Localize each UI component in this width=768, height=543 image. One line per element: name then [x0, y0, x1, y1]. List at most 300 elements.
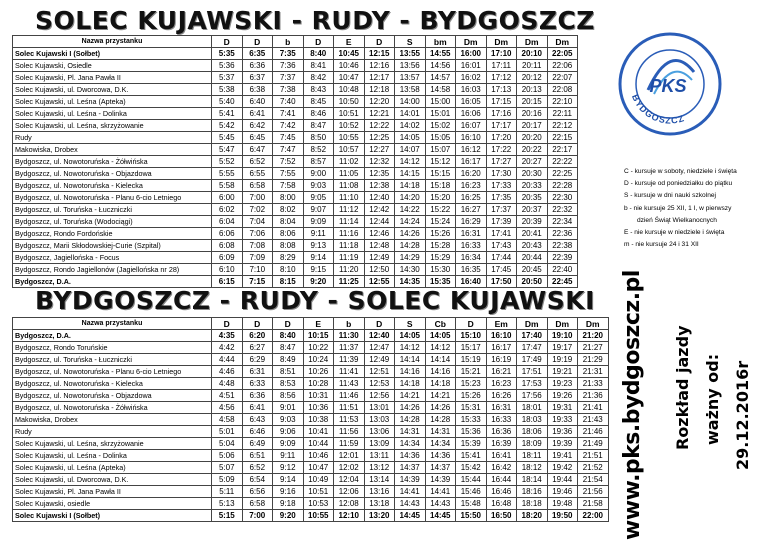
departure-time: 12:48: [364, 240, 395, 252]
departure-time: 7:00: [242, 192, 273, 204]
departure-time: 14:18: [395, 180, 426, 192]
departure-time: 5:47: [212, 144, 243, 156]
departure-time: 12:47: [364, 342, 395, 354]
departure-time: 10:28: [303, 378, 334, 390]
departure-time: 6:58: [242, 180, 273, 192]
stop-name: Bydgoszcz, ul. Nowotoruńska - Kielecka: [13, 378, 212, 390]
departure-time: 13:18: [364, 498, 395, 510]
departure-time: 6:45: [242, 132, 273, 144]
table-row: [13, 168, 578, 180]
departure-time: 12:15: [364, 48, 395, 60]
departure-time: 16:00: [456, 48, 487, 60]
departure-time: 7:58: [273, 180, 304, 192]
column-header-course: Dm: [547, 36, 578, 48]
departure-time: 16:06: [456, 108, 487, 120]
departure-time: 15:30: [425, 264, 456, 276]
departure-time: 9:15: [303, 264, 334, 276]
departure-time: 15:46: [456, 486, 487, 498]
departure-time: 10:44: [303, 438, 334, 450]
departure-time: 7:08: [242, 240, 273, 252]
departure-time: 4:46: [212, 366, 243, 378]
departure-time: 6:35: [242, 48, 273, 60]
departure-time: 9:09: [303, 216, 334, 228]
departure-time: 16:34: [456, 252, 487, 264]
stop-name: Solec Kujawski I (Sołbet): [13, 48, 212, 60]
departure-time: 20:22: [517, 144, 548, 156]
departure-time: 18:06: [517, 426, 548, 438]
departure-time: 13:58: [395, 84, 426, 96]
departure-time: 14:12: [425, 342, 456, 354]
column-header-stop: Nazwa przystanku: [13, 318, 212, 330]
departure-time: 18:03: [517, 414, 548, 426]
departure-time: 15:36: [456, 426, 487, 438]
departure-time: 12:55: [364, 276, 395, 288]
departure-time: 20:10: [517, 48, 548, 60]
departure-time: 5:09: [212, 474, 243, 486]
departure-time: 8:56: [273, 390, 304, 402]
departure-time: 10:53: [303, 498, 334, 510]
departure-time: 16:48: [486, 498, 517, 510]
departure-time: 8:29: [273, 252, 304, 264]
departure-time: 14:36: [395, 450, 426, 462]
departure-time: 9:07: [303, 204, 334, 216]
departure-time: 12:53: [364, 378, 395, 390]
departure-time: 9:06: [273, 426, 304, 438]
table-row: [13, 120, 578, 132]
departure-time: 19:23: [547, 378, 578, 390]
departure-time: 16:12: [456, 144, 487, 156]
departure-time: 10:31: [303, 390, 334, 402]
departure-time: 17:41: [486, 228, 517, 240]
departure-time: 6:40: [242, 96, 273, 108]
departure-time: 9:13: [303, 240, 334, 252]
departure-time: 11:51: [334, 402, 365, 414]
departure-time: 16:03: [456, 84, 487, 96]
departure-time: 22:38: [547, 240, 578, 252]
departure-time: 14:21: [395, 390, 426, 402]
stop-name: Bydgoszcz, ul. Nowotoruńska - Objazdowa: [13, 168, 212, 180]
departure-time: 20:45: [517, 264, 548, 276]
departure-time: 14:26: [425, 402, 456, 414]
departure-time: 9:11: [303, 228, 334, 240]
departure-time: 22:15: [547, 132, 578, 144]
departure-time: 14:15: [395, 168, 426, 180]
departure-time: 19:41: [547, 450, 578, 462]
departure-time: 7:02: [242, 204, 273, 216]
departure-time: 17:20: [486, 132, 517, 144]
departure-time: 14:43: [395, 498, 426, 510]
departure-time: 20:43: [517, 240, 548, 252]
departure-time: 6:46: [242, 426, 273, 438]
departure-time: 15:20: [425, 192, 456, 204]
departure-time: 14:14: [425, 354, 456, 366]
departure-time: 6:31: [242, 366, 273, 378]
departure-time: 14:35: [395, 276, 426, 288]
departure-time: 6:43: [242, 414, 273, 426]
departure-time: 10:51: [334, 108, 365, 120]
departure-time: 20:27: [517, 156, 548, 168]
departure-time: 5:45: [212, 132, 243, 144]
departure-time: 17:10: [486, 48, 517, 60]
stop-name: Solec Kujawski, Osiedle: [13, 60, 212, 72]
departure-time: 14:37: [395, 462, 426, 474]
departure-time: 6:29: [242, 354, 273, 366]
departure-time: 21:33: [578, 378, 609, 390]
departure-time: 15:35: [425, 276, 456, 288]
departure-time: 9:05: [303, 192, 334, 204]
departure-time: 12:49: [364, 252, 395, 264]
departure-time: 8:06: [273, 228, 304, 240]
column-header-course: D: [212, 318, 243, 330]
departure-time: 16:17: [486, 342, 517, 354]
departure-time: 8:43: [303, 84, 334, 96]
departure-time: 12:25: [364, 132, 395, 144]
departure-time: 17:33: [486, 180, 517, 192]
departure-time: 8:08: [273, 240, 304, 252]
departure-time: 16:33: [456, 240, 487, 252]
departure-time: 21:52: [578, 462, 609, 474]
departure-time: 21:20: [578, 330, 609, 342]
departure-time: 6:51: [242, 450, 273, 462]
departure-time: 13:09: [364, 438, 395, 450]
table-row: [13, 96, 578, 108]
table-row: [13, 450, 609, 462]
departure-time: 19:50: [547, 510, 578, 522]
departure-time: 12:49: [364, 354, 395, 366]
departure-time: 14:57: [425, 72, 456, 84]
departure-time: 16:01: [456, 60, 487, 72]
departure-time: 15:12: [425, 156, 456, 168]
departure-time: 16:23: [456, 180, 487, 192]
departure-time: 17:51: [517, 366, 548, 378]
departure-time: 14:24: [395, 216, 426, 228]
column-header-course: Dm: [517, 318, 548, 330]
departure-time: 19:21: [547, 366, 578, 378]
departure-time: 22:00: [578, 510, 609, 522]
departure-time: 16:29: [456, 216, 487, 228]
departure-time: 22:45: [547, 276, 578, 288]
departure-time: 15:18: [425, 180, 456, 192]
departure-time: 11:10: [334, 192, 365, 204]
schedule-label: Rozkład jazdy: [673, 325, 692, 450]
departure-time: 6:27: [242, 342, 273, 354]
departure-time: 11:30: [334, 330, 365, 342]
departure-time: 10:24: [303, 354, 334, 366]
departure-time: 16:10: [486, 330, 517, 342]
departure-time: 22:08: [547, 84, 578, 96]
departure-time: 11:37: [334, 342, 365, 354]
departure-time: 15:10: [456, 330, 487, 342]
departure-time: 4:35: [212, 330, 243, 342]
departure-time: 8:57: [303, 156, 334, 168]
departure-time: 6:41: [242, 108, 273, 120]
departure-time: 16:35: [456, 264, 487, 276]
table-row: [13, 378, 609, 390]
departure-time: 14:41: [395, 486, 426, 498]
departure-time: 16:31: [486, 402, 517, 414]
departure-time: 19:39: [547, 438, 578, 450]
departure-time: 12:01: [334, 450, 365, 462]
departure-time: 21:27: [578, 342, 609, 354]
departure-time: 15:07: [425, 144, 456, 156]
departure-time: 10:50: [334, 96, 365, 108]
departure-time: 8:53: [273, 378, 304, 390]
departure-time: 9:00: [303, 168, 334, 180]
departure-time: 21:31: [578, 366, 609, 378]
departure-time: 22:25: [547, 168, 578, 180]
departure-time: 15:01: [425, 108, 456, 120]
departure-time: 14:05: [395, 132, 426, 144]
departure-time: 20:20: [517, 132, 548, 144]
departure-time: 14:05: [395, 330, 426, 342]
departure-time: 8:40: [273, 330, 304, 342]
departure-time: 20:17: [517, 120, 548, 132]
departure-time: 7:10: [242, 264, 273, 276]
column-header-course: D: [303, 36, 334, 48]
legend-item: dzień Świąt Wielkanocnych: [637, 216, 717, 224]
column-header-course: Dm: [456, 36, 487, 48]
departure-time: 20:12: [517, 72, 548, 84]
table-row: [13, 462, 609, 474]
departure-time: 17:50: [486, 276, 517, 288]
stop-name: Rudy: [13, 426, 212, 438]
departure-time: 11:16: [334, 228, 365, 240]
departure-time: 4:56: [212, 402, 243, 414]
departure-time: 22:10: [547, 96, 578, 108]
departure-time: 6:36: [242, 60, 273, 72]
departure-time: 12:21: [364, 108, 395, 120]
departure-time: 14:12: [395, 156, 426, 168]
departure-time: 8:10: [273, 264, 304, 276]
departure-time: 14:12: [395, 342, 426, 354]
departure-time: 21:29: [578, 354, 609, 366]
departure-time: 16:17: [456, 156, 487, 168]
departure-time: 16:33: [486, 414, 517, 426]
departure-time: 5:11: [212, 486, 243, 498]
departure-time: 5:35: [212, 48, 243, 60]
departure-time: 8:00: [273, 192, 304, 204]
departure-time: 8:47: [273, 342, 304, 354]
departure-time: 5:01: [212, 426, 243, 438]
departure-time: 19:19: [547, 354, 578, 366]
table-row: [13, 486, 609, 498]
departure-time: 13:14: [364, 474, 395, 486]
departure-time: 15:26: [425, 228, 456, 240]
departure-time: 19:33: [547, 414, 578, 426]
departure-time: 11:43: [334, 378, 365, 390]
departure-time: 10:36: [303, 402, 334, 414]
departure-time: 6:33: [242, 378, 273, 390]
departure-time: 15:23: [456, 378, 487, 390]
departure-time: 9:14: [273, 474, 304, 486]
departure-time: 7:52: [273, 156, 304, 168]
table-row: [13, 366, 609, 378]
departure-time: 10:38: [303, 414, 334, 426]
departure-time: 7:38: [273, 84, 304, 96]
departure-time: 19:46: [547, 486, 578, 498]
departure-time: 17:13: [486, 84, 517, 96]
stop-name: Bydgoszcz, Marii Skłodowskiej-Curie (Szpital): [13, 240, 212, 252]
departure-time: 14:26: [395, 402, 426, 414]
departure-time: 5:37: [212, 72, 243, 84]
departure-time: 11:56: [334, 426, 365, 438]
departure-time: 19:44: [547, 474, 578, 486]
departure-time: 12:46: [364, 228, 395, 240]
table-row: [13, 204, 578, 216]
table-row: [13, 438, 609, 450]
departure-time: 12:22: [364, 120, 395, 132]
column-header-course: Dm: [578, 318, 609, 330]
departure-time: 12:40: [364, 330, 395, 342]
valid-date: 29.12.2016r: [733, 360, 752, 470]
departure-time: 5:42: [212, 120, 243, 132]
departure-time: 7:15: [242, 276, 273, 288]
table-header-row: [13, 36, 578, 48]
departure-time: 17:22: [486, 144, 517, 156]
departure-time: 20:35: [517, 192, 548, 204]
departure-time: 22:28: [547, 180, 578, 192]
departure-time: 12:10: [334, 510, 365, 522]
departure-time: 5:04: [212, 438, 243, 450]
departure-time: 12:44: [364, 216, 395, 228]
departure-time: 16:19: [486, 354, 517, 366]
departure-time: 11:14: [334, 216, 365, 228]
column-header-course: E: [334, 36, 365, 48]
column-header-course: D: [364, 318, 395, 330]
departure-time: 16:31: [456, 228, 487, 240]
departure-time: 5:07: [212, 462, 243, 474]
departure-time: 5:52: [212, 156, 243, 168]
departure-time: 10:15: [303, 330, 334, 342]
departure-time: 20:41: [517, 228, 548, 240]
departure-time: 22:40: [547, 264, 578, 276]
departure-time: 6:52: [242, 462, 273, 474]
departure-time: 22:07: [547, 72, 578, 84]
departure-time: 11:41: [334, 366, 365, 378]
departure-time: 15:48: [456, 498, 487, 510]
departure-time: 9:18: [273, 498, 304, 510]
departure-time: 7:37: [273, 72, 304, 84]
departure-time: 14:41: [425, 486, 456, 498]
departure-time: 14:02: [395, 120, 426, 132]
table-row: [13, 510, 609, 522]
departure-time: 16:20: [456, 168, 487, 180]
departure-time: 17:39: [486, 216, 517, 228]
departure-time: 11:39: [334, 354, 365, 366]
column-header-course: Cb: [425, 318, 456, 330]
departure-time: 6:47: [242, 144, 273, 156]
departure-time: 6:38: [242, 84, 273, 96]
departure-time: 12:06: [334, 486, 365, 498]
departure-time: 9:09: [273, 438, 304, 450]
departure-time: 12:04: [334, 474, 365, 486]
column-header-course: D: [364, 36, 395, 48]
stop-name: Bydgoszcz, ul. Toruńska - Łuczniczki: [13, 354, 212, 366]
departure-time: 18:16: [517, 486, 548, 498]
departure-time: 12:18: [364, 84, 395, 96]
departure-time: 17:56: [517, 390, 548, 402]
departure-time: 9:16: [273, 486, 304, 498]
departure-time: 14:34: [395, 438, 426, 450]
column-header-stop: Nazwa przystanku: [13, 36, 212, 48]
column-header-course: b: [334, 318, 365, 330]
departure-time: 19:48: [547, 498, 578, 510]
departure-time: 17:45: [486, 264, 517, 276]
departure-time: 6:10: [212, 264, 243, 276]
departure-time: 14:26: [395, 228, 426, 240]
departure-time: 4:48: [212, 378, 243, 390]
departure-time: 16:21: [486, 366, 517, 378]
departure-time: 7:06: [242, 228, 273, 240]
departure-time: 21:49: [578, 438, 609, 450]
departure-time: 8:49: [273, 354, 304, 366]
departure-time: 6:04: [212, 216, 243, 228]
departure-time: 12:08: [334, 498, 365, 510]
departure-time: 11:59: [334, 438, 365, 450]
stop-name: Bydgoszcz, ul. Toruńska - Łuczniczki: [13, 204, 212, 216]
logo-text: PKS: [649, 76, 687, 96]
stop-name: Bydgoszcz, D.A.: [13, 330, 212, 342]
departure-time: 17:47: [517, 342, 548, 354]
departure-time: 5:06: [212, 450, 243, 462]
table-row: [13, 498, 609, 510]
departure-time: 4:58: [212, 414, 243, 426]
departure-time: 10:48: [334, 84, 365, 96]
departure-time: 8:41: [303, 60, 334, 72]
departure-time: 16:10: [456, 132, 487, 144]
table-row: [13, 48, 578, 60]
departure-time: 7:55: [273, 168, 304, 180]
stop-name: Solec Kujawski, osiedle: [13, 498, 212, 510]
departure-time: 12:42: [364, 204, 395, 216]
stop-name: Bydgoszcz, ul. Nowotoruńska - Żółwińska: [13, 156, 212, 168]
departure-time: 10:22: [303, 342, 334, 354]
departure-time: 12:40: [364, 192, 395, 204]
departure-time: 14:28: [395, 240, 426, 252]
table-row: [13, 132, 578, 144]
departure-time: 16:23: [486, 378, 517, 390]
stop-name: Solec Kujawski, ul. Leśna - Dolinka: [13, 108, 212, 120]
stop-name: Bydgoszcz, ul. Toruńska (Wodociągi): [13, 216, 212, 228]
departure-time: 14:58: [425, 84, 456, 96]
departure-time: 18:20: [517, 510, 548, 522]
departure-time: 6:02: [212, 204, 243, 216]
departure-time: 20:15: [517, 96, 548, 108]
departure-time: 22:05: [547, 48, 578, 60]
departure-time: 12:35: [364, 168, 395, 180]
departure-time: 15:02: [425, 120, 456, 132]
departure-time: 17:40: [517, 330, 548, 342]
departure-time: 15:41: [456, 450, 487, 462]
departure-time: 14:00: [395, 96, 426, 108]
departure-time: 10:55: [303, 510, 334, 522]
table-row: [13, 108, 578, 120]
legend-item: C - kursuje w soboty, niedziele i święta: [624, 168, 737, 175]
departure-time: 8:50: [303, 132, 334, 144]
table-row: [13, 240, 578, 252]
departure-time: 13:20: [364, 510, 395, 522]
departure-time: 14:01: [395, 108, 426, 120]
stop-name: Solec Kujawski, ul. Leśna, skrzyżowanie: [13, 438, 212, 450]
departure-time: 14:07: [395, 144, 426, 156]
departure-time: 5:36: [212, 60, 243, 72]
stop-name: Solec Kujawski, ul. Leśna (Apteka): [13, 96, 212, 108]
departure-time: 22:17: [547, 144, 578, 156]
departure-time: 14:55: [425, 48, 456, 60]
departure-time: 16:50: [486, 510, 517, 522]
departure-time: 11:18: [334, 240, 365, 252]
departure-time: 8:47: [303, 120, 334, 132]
